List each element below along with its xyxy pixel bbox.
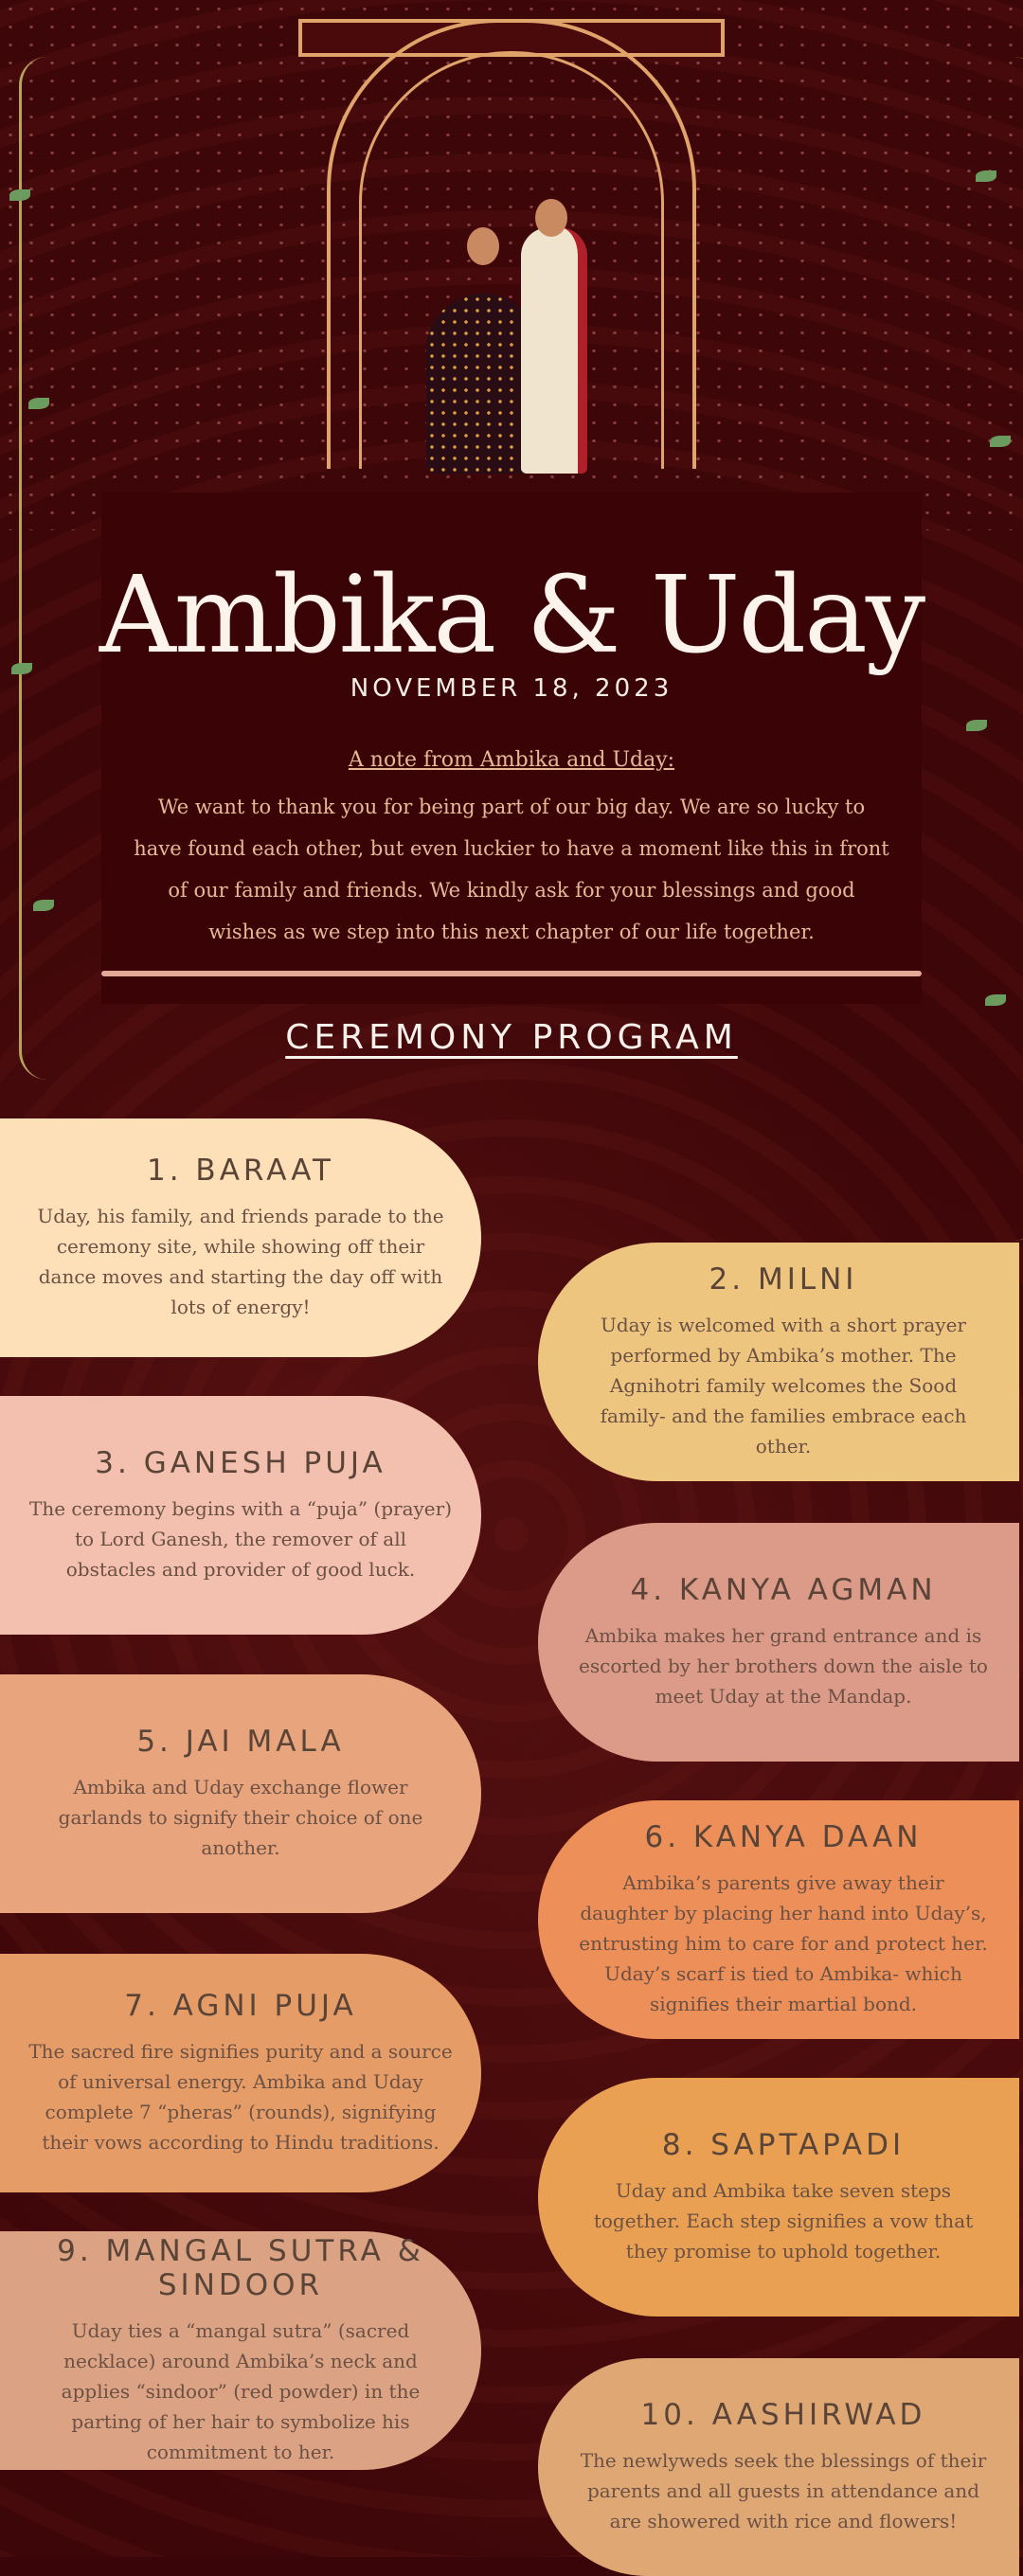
step-title: 6. KANYA DAAN [644,1820,923,1854]
wedding-date: NOVEMBER 18, 2023 [350,674,673,703]
step-title: 9. MANGAL SUTRA & SINDOOR [57,2234,424,2302]
step-title: 10. AASHIRWAD [640,2398,926,2432]
program-step-card [538,2358,1019,2576]
step-description: Uday is welcomed with a short prayer performed by Ambika’s mother. The Agnihotri family welcomes the Sood family- and the families embrace each other. [600,1314,967,1458]
couple-title: Ambika & Uday [99,554,924,677]
step-description: Uday ties a “mangal sutra” (sacred necklace) around Ambika’s neck and applies “sindoor” (red powder) in the parting of her hair to symbolize his commitment to her. [61,2319,421,2463]
program-step-card [0,1954,481,2192]
step-title: 4. KANYA AGMAN [630,1573,937,1607]
step-title: 3. GANESH PUJA [95,1446,386,1480]
step-title: 5. JAI MALA [136,1725,345,1759]
divider [101,971,922,976]
step-description: The ceremony begins with a “puja” (prayer) to Lord Ganesh, the remover of all obstacles and provider of good luck. [28,1497,452,1581]
step-description: Ambika and Uday exchange flower garlands to signify their choice of one another. [58,1776,423,1859]
note-heading: A note from Ambika and Uday: [348,748,675,772]
step-title: 2. MILNI [709,1262,858,1297]
program-step-card [538,1800,1019,2039]
step-description: Ambika makes her grand entrance and is escorted by her brothers down the aisle to meet Uday at the Mandap. [579,1624,988,1708]
program-step-card [0,1118,481,1357]
step-title: 7. AGNI PUJA [124,1989,357,2023]
note-body: We want to thank you for being part of our big day. We are so lucky to have found each other, but even luckier to have a moment like this in front of our family and friends. We kindly ask for your blessings and good wishes as we step into this next chapter of our life together. [134,796,889,943]
program-step-card [0,1674,481,1913]
step-description: Uday and Ambika take seven steps together. Each step signifies a vow that they promise to uphold together. [593,2179,974,2263]
step-title: 8. SAPTAPADI [661,2128,906,2162]
program-step-card [538,1243,1019,1481]
program-step-card [0,1396,481,1635]
couple-illustration [426,199,597,474]
step-description: Ambika’s parents give away their daughter by placing her hand into Uday’s, entrusting him to care for and protect her. Uday’s scarf is tied to Ambika- which signifies their martial bond. [579,1871,988,2015]
program-step-card [0,2231,481,2470]
step-description: The sacred fire signifies purity and a source of universal energy. Ambika and Uday complete 7 “pheras” (rounds), signifying their vows according to Hindu traditions. [28,2040,453,2154]
step-description: Uday, his family, and friends parade to the ceremony site, while showing off their dance moves and starting the day off with lots of energy! [37,1205,444,1318]
step-title: 1. BARAAT [147,1154,334,1188]
program-step-card [538,2078,1019,2317]
program-heading: CEREMONY PROGRAM [285,1018,738,1057]
program-step-card [538,1523,1019,1762]
step-description: The newlyweds seek the blessings of their parents and all guests in attendance and are showered with rice and flowers! [580,2449,987,2532]
